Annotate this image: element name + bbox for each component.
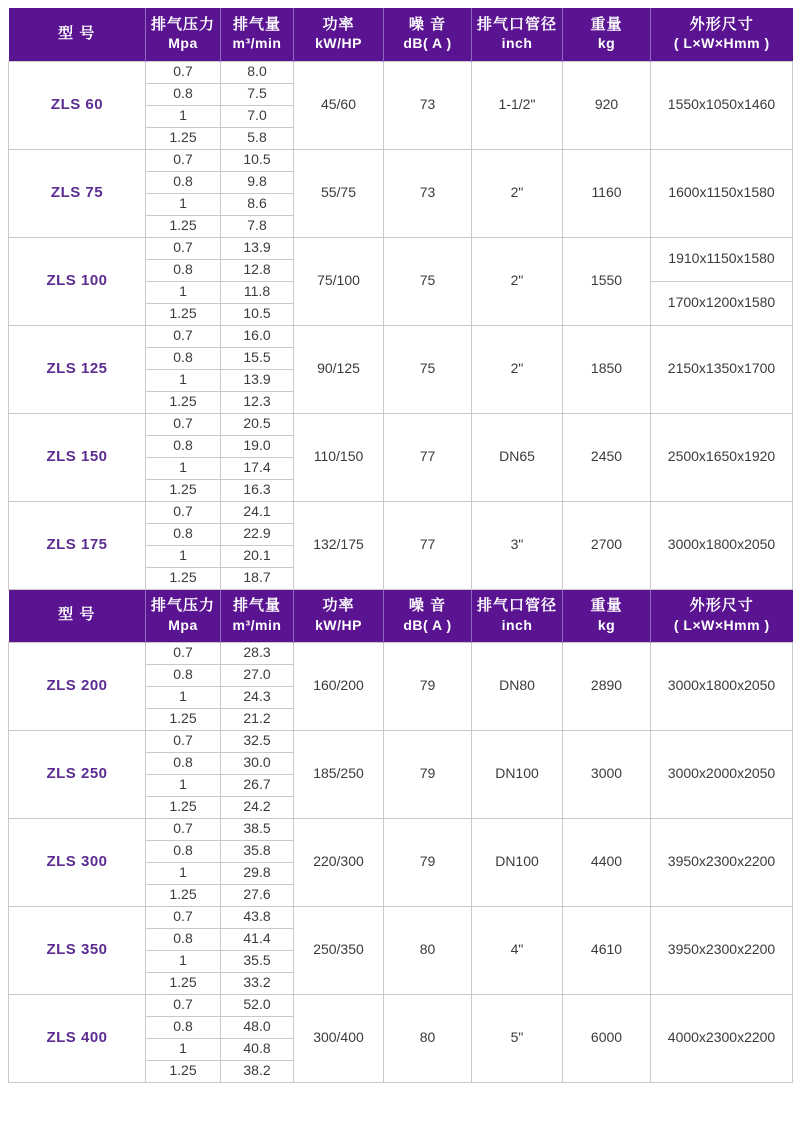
- header-label-en: dB( A ): [403, 616, 452, 633]
- dimensions-cell: 1550x1050x1460: [651, 61, 793, 149]
- displacement-cell: 21.2: [221, 708, 294, 730]
- header-cell-displacement: [221, 8, 294, 61]
- displacement-cell: 7.0: [221, 105, 294, 127]
- pressure-cell: 1.25: [146, 708, 221, 730]
- displacement-cell: 10.5: [221, 149, 294, 171]
- header-cell-model: [9, 589, 146, 642]
- weight-cell: 2450: [563, 413, 651, 501]
- pressure-cell: 1: [146, 950, 221, 972]
- data-row: [9, 818, 793, 840]
- power-cell: 55/75: [294, 149, 384, 237]
- displacement-cell: 5.8: [221, 127, 294, 149]
- power-cell: 75/100: [294, 237, 384, 325]
- pressure-cell: 1: [146, 545, 221, 567]
- displacement-cell: 48.0: [221, 1016, 294, 1038]
- header-label-en: inch: [501, 35, 533, 52]
- power-cell: 220/300: [294, 818, 384, 906]
- header-label-en: ( L×W×Hmm ): [673, 616, 770, 633]
- header-label-en: m³/min: [232, 35, 282, 52]
- pressure-cell: 0.8: [146, 83, 221, 105]
- port-cell: 2": [472, 237, 563, 325]
- header-label-zh: 排气压力: [150, 15, 215, 33]
- port-cell: DN65: [472, 413, 563, 501]
- weight-cell: 2890: [563, 642, 651, 730]
- pressure-cell: 1: [146, 281, 221, 303]
- pressure-cell: 1.25: [146, 127, 221, 149]
- model-cell: ZLS 125: [9, 325, 146, 413]
- noise-cell: 77: [384, 413, 472, 501]
- power-cell: 300/400: [294, 994, 384, 1082]
- pressure-cell: 1: [146, 193, 221, 215]
- header-label-zh: 排气口管径: [476, 596, 557, 614]
- displacement-cell: 32.5: [221, 730, 294, 752]
- header-cell-port: [472, 589, 563, 642]
- dimensions-cell: 4000x2300x2200: [651, 994, 793, 1082]
- header-label-zh: 噪 音: [408, 15, 447, 33]
- port-cell: 5": [472, 994, 563, 1082]
- model-cell: ZLS 150: [9, 413, 146, 501]
- weight-cell: 920: [563, 61, 651, 149]
- displacement-cell: 9.8: [221, 171, 294, 193]
- pressure-cell: 0.7: [146, 501, 221, 523]
- port-cell: 4": [472, 906, 563, 994]
- data-row: [9, 413, 793, 435]
- power-cell: 160/200: [294, 642, 384, 730]
- displacement-cell: 12.8: [221, 259, 294, 281]
- displacement-cell: 8.6: [221, 193, 294, 215]
- header-cell-noise: [384, 8, 472, 61]
- pressure-cell: 1.25: [146, 215, 221, 237]
- pressure-cell: 0.7: [146, 149, 221, 171]
- displacement-cell: 20.5: [221, 413, 294, 435]
- weight-cell: 1160: [563, 149, 651, 237]
- displacement-cell: 29.8: [221, 862, 294, 884]
- model-cell: ZLS 300: [9, 818, 146, 906]
- port-cell: 1-1/2": [472, 61, 563, 149]
- power-cell: 132/175: [294, 501, 384, 589]
- dimensions-cell: 3000x2000x2050: [651, 730, 793, 818]
- header-label-en: kW/HP: [315, 35, 362, 52]
- data-row: [9, 61, 793, 83]
- pressure-cell: 0.8: [146, 435, 221, 457]
- dimensions-cell: 2150x1350x1700: [651, 325, 793, 413]
- port-cell: 2": [472, 325, 563, 413]
- header-cell-weight: [563, 589, 651, 642]
- displacement-cell: 40.8: [221, 1038, 294, 1060]
- pressure-cell: 0.8: [146, 752, 221, 774]
- port-cell: 3": [472, 501, 563, 589]
- pressure-cell: 1: [146, 862, 221, 884]
- displacement-cell: 30.0: [221, 752, 294, 774]
- header-cell-power: [294, 589, 384, 642]
- header-label-en: dB( A ): [403, 35, 452, 52]
- displacement-cell: 24.1: [221, 501, 294, 523]
- header-cell-weight: [563, 8, 651, 61]
- displacement-cell: 20.1: [221, 545, 294, 567]
- displacement-cell: 13.9: [221, 369, 294, 391]
- model-cell: ZLS 60: [9, 61, 146, 149]
- pressure-cell: 1.25: [146, 796, 221, 818]
- pressure-cell: 0.7: [146, 818, 221, 840]
- displacement-cell: 26.7: [221, 774, 294, 796]
- data-row: [9, 730, 793, 752]
- pressure-cell: 1: [146, 686, 221, 708]
- dimensions-cell: 1600x1150x1580: [651, 149, 793, 237]
- pressure-cell: 0.8: [146, 523, 221, 545]
- header-label-zh: 外形尺寸: [689, 596, 754, 614]
- header-label-en: Mpa: [168, 616, 198, 633]
- pressure-cell: 0.7: [146, 325, 221, 347]
- dimensions-cell: 1700x1200x1580: [651, 281, 793, 325]
- pressure-cell: 0.8: [146, 347, 221, 369]
- weight-cell: 4610: [563, 906, 651, 994]
- power-cell: 250/350: [294, 906, 384, 994]
- spec-table-body: [9, 8, 793, 1082]
- displacement-cell: 28.3: [221, 642, 294, 664]
- pressure-cell: 0.8: [146, 259, 221, 281]
- data-row: [9, 994, 793, 1016]
- displacement-cell: 7.5: [221, 83, 294, 105]
- noise-cell: 75: [384, 237, 472, 325]
- weight-cell: 1550: [563, 237, 651, 325]
- data-row: [9, 149, 793, 171]
- weight-cell: 6000: [563, 994, 651, 1082]
- pressure-cell: 1: [146, 457, 221, 479]
- pressure-cell: 1: [146, 1038, 221, 1060]
- displacement-cell: 43.8: [221, 906, 294, 928]
- displacement-cell: 35.5: [221, 950, 294, 972]
- displacement-cell: 41.4: [221, 928, 294, 950]
- displacement-cell: 18.7: [221, 567, 294, 589]
- header-row-2: [9, 589, 793, 642]
- displacement-cell: 22.9: [221, 523, 294, 545]
- displacement-cell: 16.3: [221, 479, 294, 501]
- weight-cell: 2700: [563, 501, 651, 589]
- displacement-cell: 24.2: [221, 796, 294, 818]
- pressure-cell: 0.7: [146, 237, 221, 259]
- noise-cell: 73: [384, 149, 472, 237]
- pressure-cell: 1.25: [146, 303, 221, 325]
- pressure-cell: 0.7: [146, 61, 221, 83]
- header-label-en: kg: [597, 616, 616, 633]
- header-label-zh: 排气压力: [150, 596, 215, 614]
- displacement-cell: 38.5: [221, 818, 294, 840]
- header-label-zh: 功率: [322, 15, 355, 33]
- header-label-en: ( L×W×Hmm ): [673, 35, 770, 52]
- displacement-cell: 15.5: [221, 347, 294, 369]
- header-cell-pressure: [146, 8, 221, 61]
- pressure-cell: 0.7: [146, 730, 221, 752]
- header-cell-displacement: [221, 589, 294, 642]
- pressure-cell: 1.25: [146, 479, 221, 501]
- port-cell: 2": [472, 149, 563, 237]
- displacement-cell: 8.0: [221, 61, 294, 83]
- pressure-cell: 0.7: [146, 413, 221, 435]
- data-row: [9, 642, 793, 664]
- noise-cell: 79: [384, 730, 472, 818]
- dimensions-cell: 1910x1150x1580: [651, 237, 793, 281]
- weight-cell: 3000: [563, 730, 651, 818]
- weight-cell: 1850: [563, 325, 651, 413]
- header-label-zh: 重量: [590, 596, 623, 614]
- displacement-cell: 12.3: [221, 391, 294, 413]
- pressure-cell: 1.25: [146, 567, 221, 589]
- pressure-cell: 1: [146, 369, 221, 391]
- power-cell: 110/150: [294, 413, 384, 501]
- displacement-cell: 17.4: [221, 457, 294, 479]
- displacement-cell: 24.3: [221, 686, 294, 708]
- displacement-cell: 27.0: [221, 664, 294, 686]
- displacement-cell: 19.0: [221, 435, 294, 457]
- pressure-cell: 0.8: [146, 171, 221, 193]
- dimensions-cell: 3950x2300x2200: [651, 906, 793, 994]
- model-cell: ZLS 400: [9, 994, 146, 1082]
- header-cell-dimensions: [651, 589, 793, 642]
- weight-cell: 4400: [563, 818, 651, 906]
- spec-table: [8, 8, 793, 1083]
- header-cell-model: [9, 8, 146, 61]
- pressure-cell: 0.8: [146, 928, 221, 950]
- header-label-zh: 排气口管径: [476, 15, 557, 33]
- data-row: [9, 906, 793, 928]
- displacement-cell: 11.8: [221, 281, 294, 303]
- header-label-zh: 重量: [590, 15, 623, 33]
- header-label-zh: 型 号: [58, 606, 96, 624]
- port-cell: DN100: [472, 730, 563, 818]
- noise-cell: 79: [384, 642, 472, 730]
- model-cell: ZLS 350: [9, 906, 146, 994]
- header-label-zh: 噪 音: [408, 596, 447, 614]
- power-cell: 185/250: [294, 730, 384, 818]
- header-label-zh: 外形尺寸: [689, 15, 754, 33]
- header-cell-pressure: [146, 589, 221, 642]
- header-cell-dimensions: [651, 8, 793, 61]
- displacement-cell: 27.6: [221, 884, 294, 906]
- pressure-cell: 1.25: [146, 884, 221, 906]
- header-label-zh: 排气量: [232, 15, 281, 33]
- displacement-cell: 33.2: [221, 972, 294, 994]
- model-cell: ZLS 200: [9, 642, 146, 730]
- pressure-cell: 1: [146, 105, 221, 127]
- header-label-en: m³/min: [232, 616, 282, 633]
- pressure-cell: 0.8: [146, 840, 221, 862]
- displacement-cell: 10.5: [221, 303, 294, 325]
- displacement-cell: 13.9: [221, 237, 294, 259]
- header-cell-noise: [384, 589, 472, 642]
- header-label-en: kg: [597, 35, 616, 52]
- data-row: [9, 501, 793, 523]
- noise-cell: 73: [384, 61, 472, 149]
- displacement-cell: 52.0: [221, 994, 294, 1016]
- model-cell: ZLS 175: [9, 501, 146, 589]
- pressure-cell: 1: [146, 774, 221, 796]
- model-cell: ZLS 100: [9, 237, 146, 325]
- power-cell: 90/125: [294, 325, 384, 413]
- port-cell: DN80: [472, 642, 563, 730]
- noise-cell: 80: [384, 906, 472, 994]
- dimensions-cell: 2500x1650x1920: [651, 413, 793, 501]
- pressure-cell: 0.8: [146, 1016, 221, 1038]
- pressure-cell: 0.7: [146, 642, 221, 664]
- displacement-cell: 7.8: [221, 215, 294, 237]
- model-cell: ZLS 75: [9, 149, 146, 237]
- pressure-cell: 1.25: [146, 972, 221, 994]
- header-cell-power: [294, 8, 384, 61]
- displacement-cell: 35.8: [221, 840, 294, 862]
- model-cell: ZLS 250: [9, 730, 146, 818]
- dimensions-cell: 3000x1800x2050: [651, 501, 793, 589]
- header-label-en: kW/HP: [315, 616, 362, 633]
- power-cell: 45/60: [294, 61, 384, 149]
- header-row-1: [9, 8, 793, 61]
- noise-cell: 75: [384, 325, 472, 413]
- noise-cell: 79: [384, 818, 472, 906]
- displacement-cell: 16.0: [221, 325, 294, 347]
- header-cell-port: [472, 8, 563, 61]
- pressure-cell: 1.25: [146, 1060, 221, 1082]
- pressure-cell: 0.7: [146, 906, 221, 928]
- data-row: [9, 325, 793, 347]
- header-label-en: inch: [501, 616, 533, 633]
- header-label-en: Mpa: [168, 35, 198, 52]
- noise-cell: 77: [384, 501, 472, 589]
- port-cell: DN100: [472, 818, 563, 906]
- data-row: [9, 237, 793, 259]
- noise-cell: 80: [384, 994, 472, 1082]
- header-label-zh: 型 号: [58, 24, 96, 42]
- pressure-cell: 1.25: [146, 391, 221, 413]
- pressure-cell: 0.8: [146, 664, 221, 686]
- dimensions-cell: 3000x1800x2050: [651, 642, 793, 730]
- header-label-zh: 功率: [322, 596, 355, 614]
- pressure-cell: 0.7: [146, 994, 221, 1016]
- dimensions-cell: 3950x2300x2200: [651, 818, 793, 906]
- header-label-zh: 排气量: [232, 596, 281, 614]
- displacement-cell: 38.2: [221, 1060, 294, 1082]
